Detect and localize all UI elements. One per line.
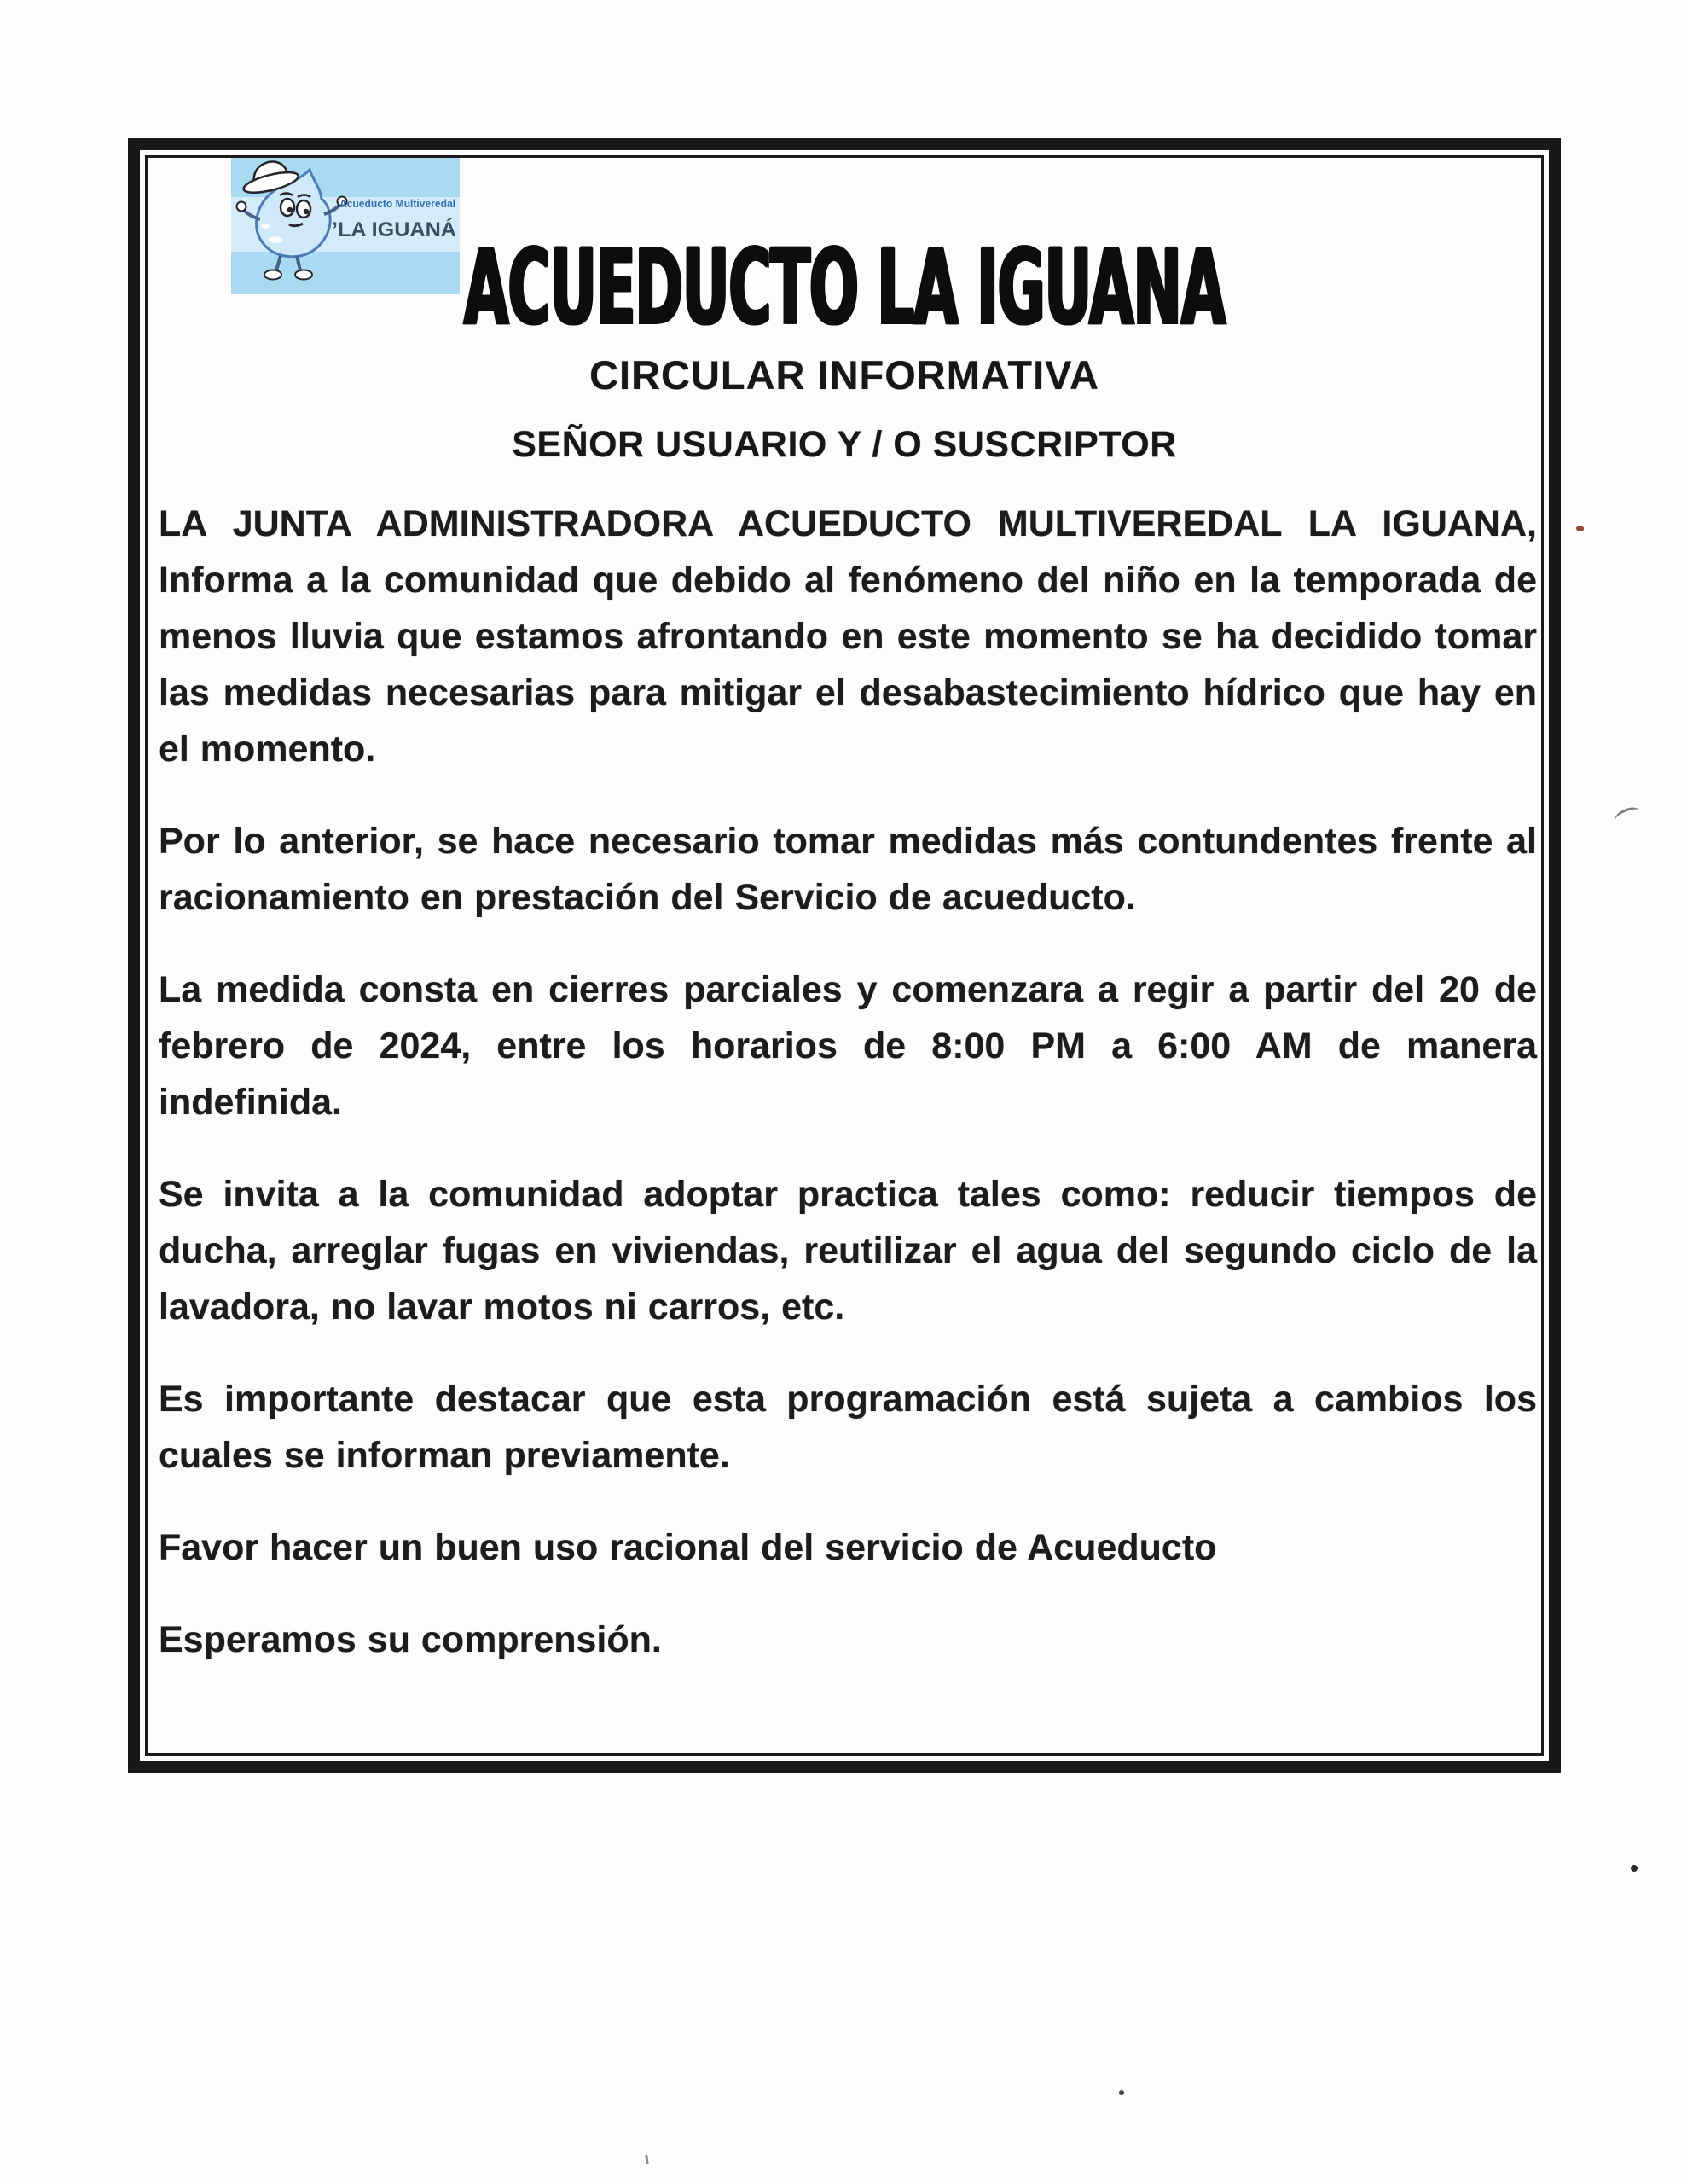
logo-image <box>231 158 460 294</box>
paragraph-changes: Es importante destacar que esta programación está sujeta a cambios los cuales se informan previamente. <box>159 1379 1537 1476</box>
scan-speck <box>645 2155 649 2164</box>
scan-speck <box>1575 525 1585 533</box>
paragraph-rationing: Por lo anterior, se hace necesario tomar medidas más contundentes frente al racionamiento en prestación del Servicio de acueducto. <box>159 821 1537 918</box>
paragraph-closing: Esperamos su comprensión. <box>159 1619 662 1660</box>
paragraph-announcement: LA JUNTA ADMINISTRADORA ACUEDUCTO MULTIVEREDAL LA IGUANA, Informa a la comunidad que debido al fenómeno del niño en la temporada de menos lluvia que estamos afrontando en este momento se ha decidido tomar las medidas necesarias para mitigar el desabastecimiento hídrico que hay en el momento. <box>159 503 1537 770</box>
document-border-outer <box>128 138 1561 1773</box>
scan-speck <box>1613 804 1641 826</box>
logo-text-line1: Acueducto Multiveredal <box>339 197 455 210</box>
scan-speck <box>1119 2090 1124 2095</box>
logo <box>231 158 460 294</box>
logo-text-line2: ’LA IGUANÁ <box>332 218 451 241</box>
document-title: ACUEDUCTO LA IGUANA <box>463 227 1226 348</box>
paragraph-good-use: Favor hacer un buen uso racional del servicio de Acueducto <box>159 1527 1217 1568</box>
scan-speck <box>1631 1865 1638 1872</box>
recipient-heading: SEÑOR USUARIO Y / O SUSCRIPTOR <box>512 424 1177 465</box>
circular-heading: CIRCULAR INFORMATIVA <box>589 352 1099 398</box>
paragraph-practices: Se invita a la comunidad adoptar practica tales como: reducir tiempos de ducha, arreglar fugas en viviendas, reutilizar el agua del segundo ciclo de la lavadora, no lavar motos ni carros, etc. <box>159 1174 1537 1327</box>
body-text <box>159 496 1537 1668</box>
paragraph-schedule: La medida consta en cierres parciales y comenzara a regir a partir del 20 de febrero de 2024, entre los horarios de 8:00 PM a 6:00 AM de manera indefinida. <box>159 969 1537 1123</box>
document-border-inner <box>145 155 1544 1756</box>
